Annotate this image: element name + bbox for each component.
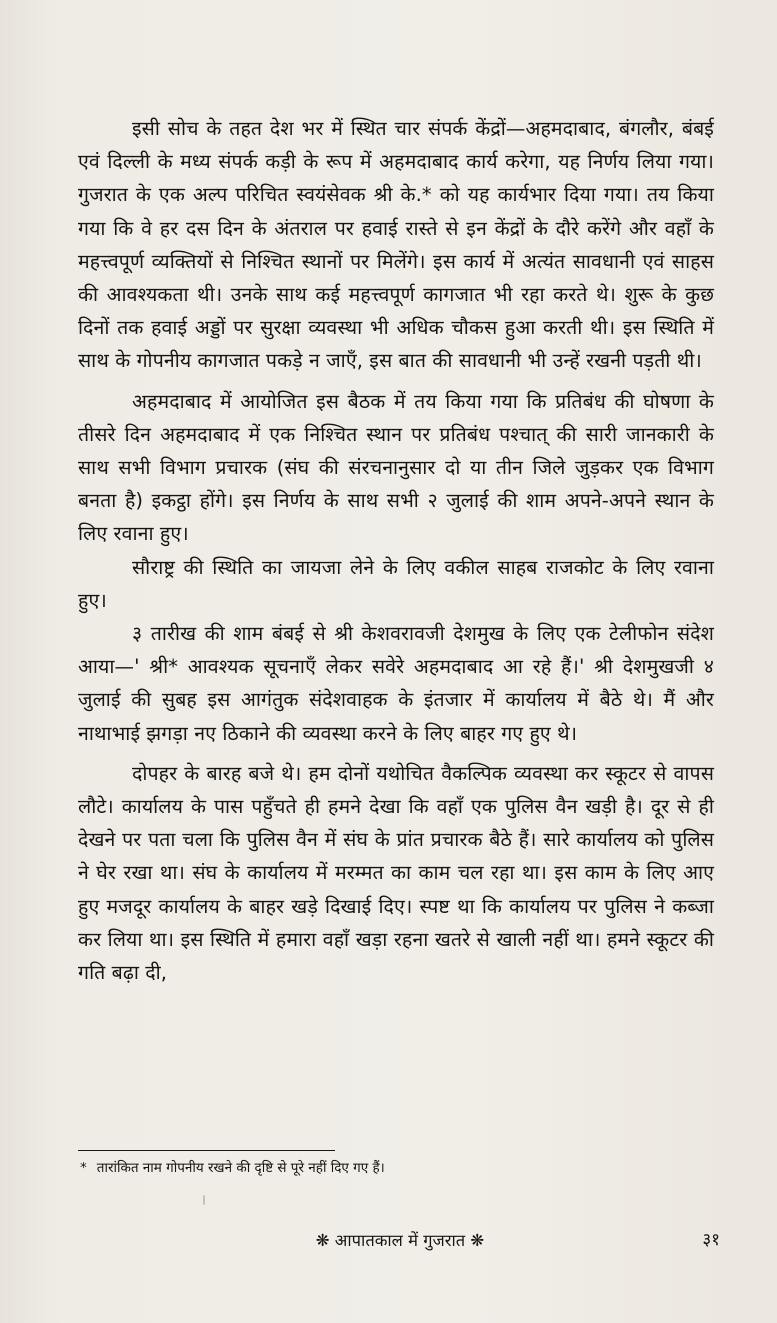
footnote — [80, 1158, 680, 1178]
paragraph-5: दोपहर के बारह बजे थे। हम दोनों यथोचित वैकल्पिक व्यवस्था कर स्कूटर से वापस लौटे। कार्यालय के पास पहुँचते ही हमने देखा कि वहाँ एक पुलिस वैन खड़ी है। दूर से ही देखने पर पता चला कि पुलिस वैन में संघ के प्रांत प्रचारक बैठे हैं। सारे कार्यालय को पुलिस ने घेर रखा था। संघ के कार्यालय में मरम्मत का काम चल रहा था। इस काम के लिए आए हुए मजदूर कार्यालय के बाहर खड़े दिखाई दिए। स्पष्ट था कि कार्यालय पर पुलिस ने कब्जा कर लिया था। इस स्थिति में हमारा वहाँ खड़ा रहना खतरे से खाली नहीं था। हमने स्कूटर की गति बढ़ा दी, — [78, 761, 714, 985]
ink-mark — [203, 1195, 205, 1205]
footnote-text: तारांकित नाम गोपनीय रखने की दृष्टि से पूरे नहीं दिए गए हैं। — [96, 1160, 385, 1176]
paragraph-2: अहमदाबाद में आयोजित इस बैठक में तय किया गया कि प्रतिबंध की घोषणा के तीसरे दिन अहमदाबाद में एक निश्चित स्थान पर प्रतिबंध पश्चात् की सारी जानकारी के साथ सभी विभाग प्रचारक (संघ की संरचनानुसार दो या तीन जिले जुड़कर एक विभाग बनता है) इकट्ठा होंगे। इस निर्णय के साथ सभी २ जुलाई की शाम अपने-अपने स्थान के लिए रवाना हुए। — [78, 389, 714, 546]
paragraph-1: इसी सोच के तहत देश भर में स्थित चार संपर्क केंद्रों—अहमदाबाद, बंगलौर, बंबई एवं दिल्ली के मध्य संपर्क कड़ी के रूप में अहमदाबाद कार्य करेगा, यह निर्णय लिया गया। गुजरात के एक अल्प परिचित स्वयंसेवक श्री के.* को यह कार्यभार दिया गया। तय किया गया कि वे हर दस दिन के अंतराल पर हवाई रास्ते से इन केंद्रों के दौरे करेंगे और वहाँ के महत्त्वपूर्ण व्यक्तियों से निश्चित स्थानों पर मिलेंगे। इस कार्य में अत्यंत सावधानी एवं साहस की आवश्यकता थी। उनके साथ कई महत्त्वपूर्ण कागजात भी रहा करते थे। शुरू के कुछ दिनों तक हवाई अड्डों पर सुरक्षा व्यवस्था भी अधिक चौकस हुआ करती थी। इस स्थिति में साथ के गोपनीय कागजात पकड़े न जाएँ, इस बात की सावधानी भी उन्हें रखनी पड़ती थी। — [78, 117, 714, 373]
footnote-divider — [78, 1150, 335, 1151]
paragraph-3: सौराष्ट्र की स्थिति का जायजा लेने के लिए वकील साहब राजकोट के लिए रवाना हुए। — [78, 555, 714, 612]
running-footer-title: ❋ आपातकाल में गुजरात ❋ — [315, 1231, 485, 1250]
paragraph-4: ३ तारीख की शाम बंबई से श्री केशवरावजी देशमुख के लिए एक टेलीफोन संदेश आया—' श्री* आवश्यक सूचनाएँ लेकर सवेरे अहमदाबाद आ रहे हैं।' श्री देशमुखजी ४ जुलाई की सुबह इस आगंतुक संदेशवाहक के इंतजार में कार्यालय में बैठे थे। मैं और नाथाभाई झगड़ा नए ठिकाने की व्यवस्था करने के लिए बाहर गए हुए थे। — [78, 622, 714, 745]
footnote-marker: * — [80, 1160, 87, 1176]
page-number: ३१ — [702, 1230, 720, 1250]
body-text — [78, 112, 714, 989]
